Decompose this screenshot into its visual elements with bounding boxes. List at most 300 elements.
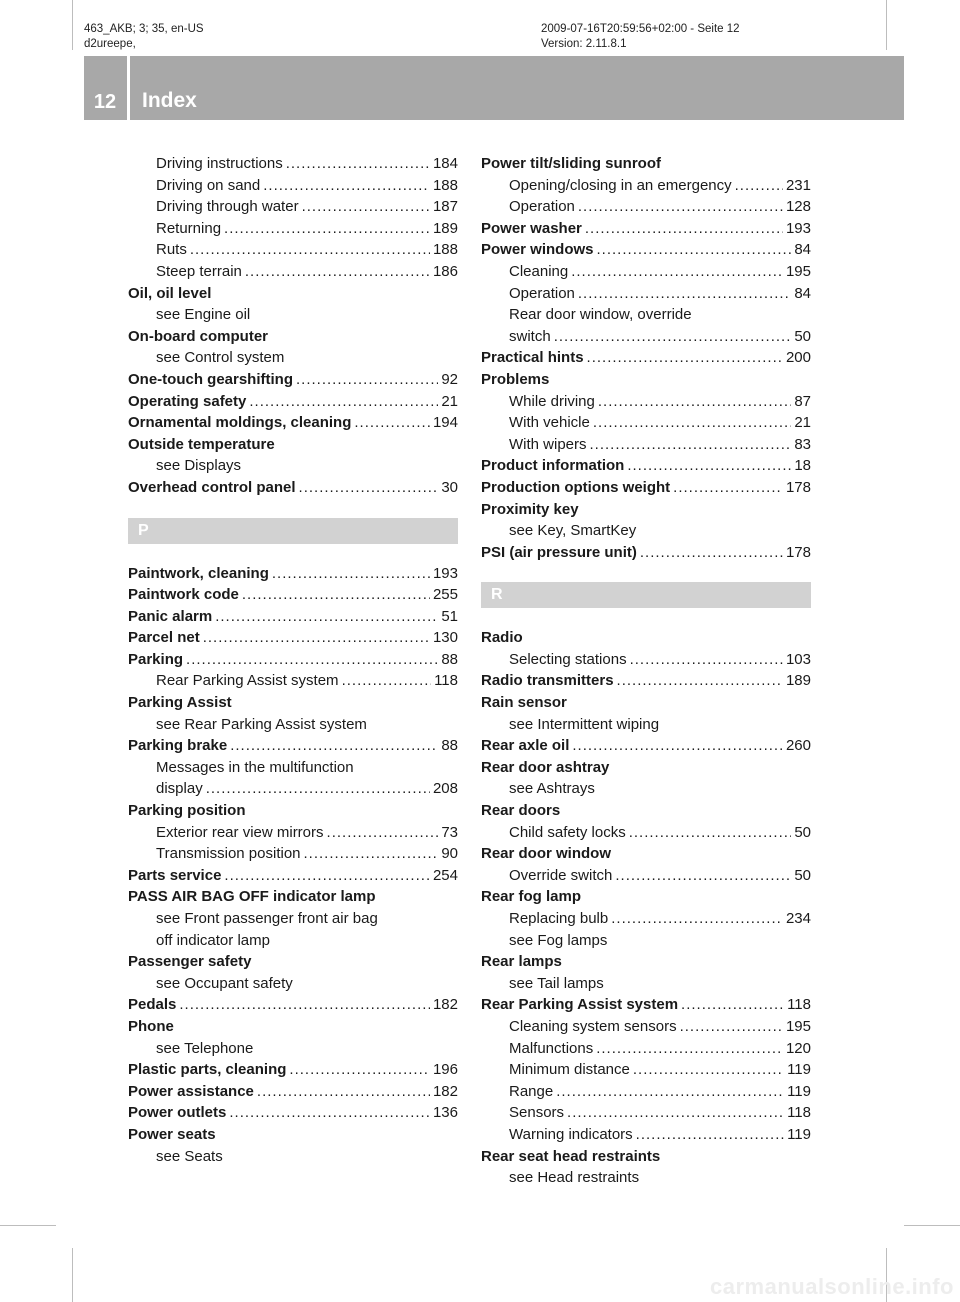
section-letter-heading: P (128, 518, 458, 544)
page-reference: 50 (794, 866, 811, 884)
leader-dots (286, 153, 430, 175)
index-term: Opening/closing in an emergency (509, 176, 732, 194)
index-column-right (481, 153, 811, 1189)
section-letter-heading: R (481, 582, 811, 608)
leader-dots (304, 843, 439, 865)
crop-mark-bottom-right-h (904, 1225, 960, 1226)
index-term: see Engine oil (156, 306, 251, 324)
index-term: On-board computer (128, 327, 269, 345)
index-subentry (481, 1038, 811, 1060)
index-subentry (128, 670, 458, 692)
page-reference: 187 (432, 198, 458, 216)
index-term: Warning indicators (509, 1125, 633, 1143)
index-subentry (128, 714, 458, 736)
index-subentry (481, 1016, 811, 1038)
page-reference: 88 (441, 650, 458, 668)
leader-dots (572, 735, 783, 757)
index-subentry (128, 347, 458, 369)
page-reference: 119 (787, 1061, 811, 1079)
leader-dots (203, 627, 430, 649)
index-term: Power assistance (128, 1082, 254, 1100)
page-reference: 21 (794, 414, 811, 432)
page-reference: 83 (794, 435, 811, 453)
leader-dots (327, 822, 439, 844)
page-reference: 178 (785, 543, 811, 561)
index-term: Ornamental moldings, cleaning (128, 414, 352, 432)
index-subentry (128, 304, 458, 326)
page-reference: 50 (794, 823, 811, 841)
index-term: Rear door window, override (509, 306, 692, 324)
index-term: Replacing bulb (509, 910, 609, 927)
page-reference: 182 (432, 996, 458, 1014)
index-entry (128, 886, 458, 908)
page-header-bar (84, 56, 904, 120)
index-entry (128, 326, 458, 348)
index-term: Rear fog lamp (481, 888, 582, 906)
index-entry (128, 627, 458, 649)
page-reference: 188 (432, 241, 458, 259)
crop-mark-bottom-left-h (0, 1225, 56, 1226)
leader-dots (567, 1102, 784, 1124)
index-subentry (128, 239, 458, 261)
page-reference: 231 (785, 176, 811, 194)
index-entry (481, 499, 811, 521)
index-term: Power washer (481, 219, 582, 237)
page-number: 12 (93, 91, 117, 113)
page-reference: 189 (785, 672, 811, 690)
index-subentry (481, 1059, 811, 1081)
index-term: Driving through water (156, 198, 299, 216)
index-term: see Rear Parking Assist system (156, 715, 367, 733)
page-reference: 51 (441, 607, 458, 625)
index-subentry (481, 326, 811, 348)
index-term: Panic alarm (128, 607, 213, 625)
index-entry (128, 735, 458, 757)
leader-dots (224, 218, 430, 240)
crop-mark-top-left (72, 0, 73, 50)
leader-dots (242, 584, 430, 606)
index-term: Proximity key (481, 500, 579, 518)
index-term: Parking Assist (128, 694, 232, 712)
index-subentry (481, 283, 811, 305)
index-term: Production options weight (481, 478, 671, 496)
index-subentry (481, 714, 811, 736)
index-term: Rear Parking Assist system (156, 672, 339, 690)
index-entry (128, 584, 458, 606)
page-reference: 193 (432, 564, 458, 582)
page-reference: 130 (432, 629, 458, 647)
index-term: One-touch gearshifting (128, 370, 293, 388)
index-subentry (128, 175, 458, 197)
index-entry (128, 951, 458, 973)
index-term: Child safety locks (509, 823, 626, 841)
page-reference: 30 (441, 478, 458, 496)
page-reference: 196 (432, 1061, 458, 1079)
index-term: Parking (128, 650, 184, 668)
index-term: Operation (509, 198, 575, 216)
index-term: see Ashtrays (509, 780, 595, 798)
index-term: display (156, 780, 203, 798)
page-reference: 193 (785, 219, 811, 237)
index-subentry (481, 1081, 811, 1103)
index-entry (481, 542, 811, 564)
page-reference: 200 (785, 349, 811, 367)
leader-dots (230, 735, 438, 757)
index-subentry (481, 930, 811, 952)
index-entry (481, 800, 811, 822)
header-divider (127, 56, 130, 120)
page-reference: 87 (794, 392, 811, 410)
index-entry (128, 434, 458, 456)
print-meta-left (84, 22, 204, 52)
index-term: Power seats (128, 1125, 216, 1143)
index-entry (481, 347, 811, 369)
index-term: Radio (481, 629, 523, 647)
index-term: Rear door window (481, 845, 612, 863)
leader-dots (598, 391, 791, 413)
index-entry (128, 994, 458, 1016)
page-reference: 50 (794, 327, 811, 345)
leader-dots (627, 455, 791, 477)
leader-dots (224, 865, 430, 887)
index-term: see Key, SmartKey (509, 522, 637, 540)
index-entry (128, 1016, 458, 1038)
leader-dots (229, 1102, 430, 1124)
meta-version: Version: 2.11.8.1 (541, 38, 627, 50)
index-term: Practical hints (481, 349, 584, 367)
index-subentry (481, 175, 811, 197)
leader-dots (263, 175, 430, 197)
page-reference: 90 (441, 845, 458, 863)
page-reference: 182 (432, 1082, 458, 1100)
page-reference: 184 (432, 155, 458, 172)
index-entry (128, 865, 458, 887)
index-entry (128, 606, 458, 628)
index-entry (128, 649, 458, 671)
index-term: Problems (481, 370, 550, 388)
leader-dots (206, 778, 430, 800)
index-entry (481, 153, 811, 175)
page-reference: 21 (441, 392, 458, 410)
index-term: off indicator lamp (156, 931, 270, 949)
index-entry (128, 1102, 458, 1124)
index-subentry (481, 520, 811, 542)
index-subentry (128, 1146, 458, 1168)
page-reference: 194 (432, 414, 458, 432)
index-subentry (128, 261, 458, 283)
index-subentry (128, 218, 458, 240)
index-term: While driving (509, 392, 595, 410)
page-reference: 84 (794, 241, 811, 259)
page-reference: 103 (785, 650, 811, 668)
page-reference: 84 (794, 284, 811, 302)
index-term: Operation (509, 284, 575, 302)
index-term: Messages in the multifunction (156, 758, 354, 776)
index-subentry (481, 908, 811, 930)
meta-job-id: 463_AKB; 3; 35, en-US (84, 23, 204, 35)
index-entry (128, 477, 458, 499)
index-term: Sensors (509, 1104, 565, 1122)
index-term: Rear Parking Assist system (481, 996, 679, 1014)
page-reference: 234 (785, 910, 811, 927)
index-term: Overhead control panel (128, 478, 296, 496)
page-reference: 195 (785, 262, 811, 280)
leader-dots (640, 542, 783, 564)
leader-dots (179, 994, 430, 1016)
index-subentry (128, 843, 458, 865)
index-term: Rear axle oil (481, 737, 570, 755)
page-reference: 178 (785, 478, 811, 496)
index-subentry (128, 930, 458, 952)
leader-dots (186, 649, 438, 671)
page-reference: 73 (441, 823, 458, 841)
leader-dots (681, 994, 784, 1016)
leader-dots (302, 196, 430, 218)
index-term: Rear doors (481, 802, 561, 820)
page-reference: 119 (787, 1082, 811, 1100)
index-term: Paintwork code (128, 586, 239, 604)
index-term: PSI (air pressure unit) (481, 543, 637, 561)
index-subentry (481, 973, 811, 995)
index-term: switch (509, 327, 551, 345)
index-subentry (128, 1038, 458, 1060)
index-entry (481, 951, 811, 973)
index-term: Passenger safety (128, 953, 252, 971)
index-term: Driving on sand (156, 176, 261, 194)
index-entry (128, 563, 458, 585)
index-entry (128, 1081, 458, 1103)
leader-dots (578, 283, 791, 305)
page-reference: 18 (794, 457, 811, 475)
index-entry (481, 994, 811, 1016)
leader-dots (578, 196, 783, 218)
leader-dots (190, 239, 430, 261)
crop-mark-top-right (886, 0, 887, 50)
page-reference: 119 (787, 1125, 811, 1143)
index-entry (481, 886, 811, 908)
leader-dots (611, 908, 783, 930)
page-reference: 188 (432, 176, 458, 194)
page-reference: 118 (434, 672, 458, 690)
index-term: Override switch (509, 866, 613, 884)
index-term: Operating safety (128, 392, 247, 410)
leader-dots (342, 670, 432, 692)
index-subentry (128, 908, 458, 930)
index-term: Rear lamps (481, 953, 562, 971)
leader-dots (215, 606, 438, 628)
index-term: Power windows (481, 241, 594, 259)
print-meta-right (541, 22, 740, 52)
index-term: see Occupant safety (156, 974, 293, 992)
leader-dots (299, 477, 439, 499)
index-term: Power tilt/sliding sunroof (481, 155, 661, 172)
index-subentry (481, 196, 811, 218)
page-reference: 186 (432, 262, 458, 280)
index-term: With wipers (509, 435, 587, 453)
index-entry (128, 283, 458, 305)
index-subentry (128, 973, 458, 995)
index-term: Paintwork, cleaning (128, 564, 269, 582)
page-reference: 254 (432, 866, 458, 884)
leader-dots (630, 649, 783, 671)
index-subentry (481, 822, 811, 844)
leader-dots (636, 1124, 784, 1146)
index-subentry (481, 1102, 811, 1124)
index-term: see Intermittent wiping (509, 715, 660, 733)
crop-mark-bottom-left-v (72, 1248, 73, 1302)
index-term: With vehicle (509, 414, 590, 432)
meta-timestamp: 2009-07-16T20:59:56+02:00 - Seite 12 (541, 23, 740, 35)
index-subentry (481, 1167, 811, 1189)
meta-editor: d2ureepe, (84, 38, 136, 50)
page-reference: 118 (787, 1104, 811, 1122)
index-term: Rear seat head restraints (481, 1147, 661, 1165)
index-entry (128, 1124, 458, 1146)
leader-dots (585, 218, 783, 240)
leader-dots (245, 261, 430, 283)
leader-dots (590, 434, 792, 456)
index-term: Parking position (128, 802, 246, 820)
index-subentry (481, 865, 811, 887)
page-reference: 88 (441, 737, 458, 755)
leader-dots (289, 1059, 430, 1081)
page-reference: 120 (785, 1039, 811, 1057)
index-term: Cleaning system sensors (509, 1017, 677, 1035)
page-reference: 255 (432, 586, 458, 604)
leader-dots (296, 369, 438, 391)
index-term: Selecting stations (509, 650, 627, 668)
index-term: Rain sensor (481, 694, 567, 712)
index-subentry (481, 391, 811, 413)
index-term: Driving instructions (156, 155, 283, 172)
index-term: Oil, oil level (128, 284, 212, 302)
index-subentry (128, 455, 458, 477)
index-subentry (128, 822, 458, 844)
index-column-left (128, 153, 458, 1167)
index-subentry (481, 649, 811, 671)
index-term: see Control system (156, 349, 285, 367)
leader-dots (735, 175, 783, 197)
index-entry (481, 477, 811, 499)
index-term: Pedals (128, 996, 177, 1014)
index-entry (481, 239, 811, 261)
page-reference: 118 (787, 996, 811, 1014)
index-entry (481, 369, 811, 391)
index-entry (481, 692, 811, 714)
index-term: Phone (128, 1017, 174, 1035)
index-entry (481, 455, 811, 477)
leader-dots (249, 391, 438, 413)
index-term: Returning (156, 219, 222, 237)
index-entry (481, 627, 811, 649)
index-entry (128, 391, 458, 413)
leader-dots (354, 412, 430, 434)
index-term: Radio transmitters (481, 672, 614, 690)
watermark: carmanualsonline.info (710, 1274, 954, 1299)
index-entry (128, 692, 458, 714)
page-reference: 208 (432, 780, 458, 798)
index-term: Transmission position (156, 845, 301, 863)
leader-dots (633, 1059, 784, 1081)
index-entry (481, 670, 811, 692)
index-term: Parts service (128, 866, 222, 884)
index-entry (128, 412, 458, 434)
leader-dots (587, 347, 783, 369)
index-entry (481, 843, 811, 865)
leader-dots (593, 412, 791, 434)
index-term: Product information (481, 457, 625, 475)
index-entry (481, 218, 811, 240)
index-subentry (481, 261, 811, 283)
index-entry (128, 369, 458, 391)
page-title: Index (142, 89, 197, 112)
index-term: Rear door ashtray (481, 758, 610, 776)
page-reference: 136 (432, 1104, 458, 1122)
index-term: Outside temperature (128, 435, 275, 453)
index-term: Parcel net (128, 629, 200, 647)
index-term: see Displays (156, 457, 242, 475)
index-term: Steep terrain (156, 262, 242, 280)
index-term: see Tail lamps (509, 974, 604, 992)
page-reference: 128 (785, 198, 811, 216)
index-subentry (128, 778, 458, 800)
leader-dots (673, 477, 783, 499)
index-term: Exterior rear view mirrors (156, 823, 324, 841)
page-reference: 195 (785, 1017, 811, 1035)
index-subentry (128, 153, 458, 175)
index-term: PASS AIR BAG OFF indicator lamp (128, 888, 376, 906)
index-subentry (481, 434, 811, 456)
index-term: Plastic parts, cleaning (128, 1061, 287, 1079)
index-term: Power outlets (128, 1104, 227, 1122)
index-term: Cleaning (509, 262, 569, 280)
leader-dots (272, 563, 430, 585)
index-subentry (481, 412, 811, 434)
index-term: Minimum distance (509, 1061, 630, 1079)
index-term: see Seats (156, 1147, 223, 1165)
page-reference: 92 (441, 370, 458, 388)
index-entry (128, 1059, 458, 1081)
index-subentry (128, 196, 458, 218)
index-subentry (481, 1124, 811, 1146)
index-term: see Head restraints (509, 1169, 640, 1187)
leader-dots (556, 1081, 784, 1103)
page-reference: 260 (785, 737, 811, 755)
index-subentry (128, 757, 458, 779)
leader-dots (571, 261, 783, 283)
index-term: see Telephone (156, 1039, 254, 1057)
index-term: Range (509, 1082, 554, 1100)
leader-dots (680, 1016, 783, 1038)
leader-dots (554, 326, 792, 348)
index-entry (481, 1146, 811, 1168)
leader-dots (615, 865, 791, 887)
leader-dots (629, 822, 792, 844)
page-reference: 189 (432, 219, 458, 237)
index-entry (481, 757, 811, 779)
index-entry (481, 735, 811, 757)
index-term: Parking brake (128, 737, 228, 755)
leader-dots (617, 670, 783, 692)
index-entry (128, 800, 458, 822)
index-subentry (481, 778, 811, 800)
leader-dots (257, 1081, 430, 1103)
index-term: Ruts (156, 241, 187, 259)
index-term: Malfunctions (509, 1039, 594, 1057)
index-subentry (481, 304, 811, 326)
index-term: see Fog lamps (509, 931, 608, 949)
leader-dots (596, 1038, 783, 1060)
